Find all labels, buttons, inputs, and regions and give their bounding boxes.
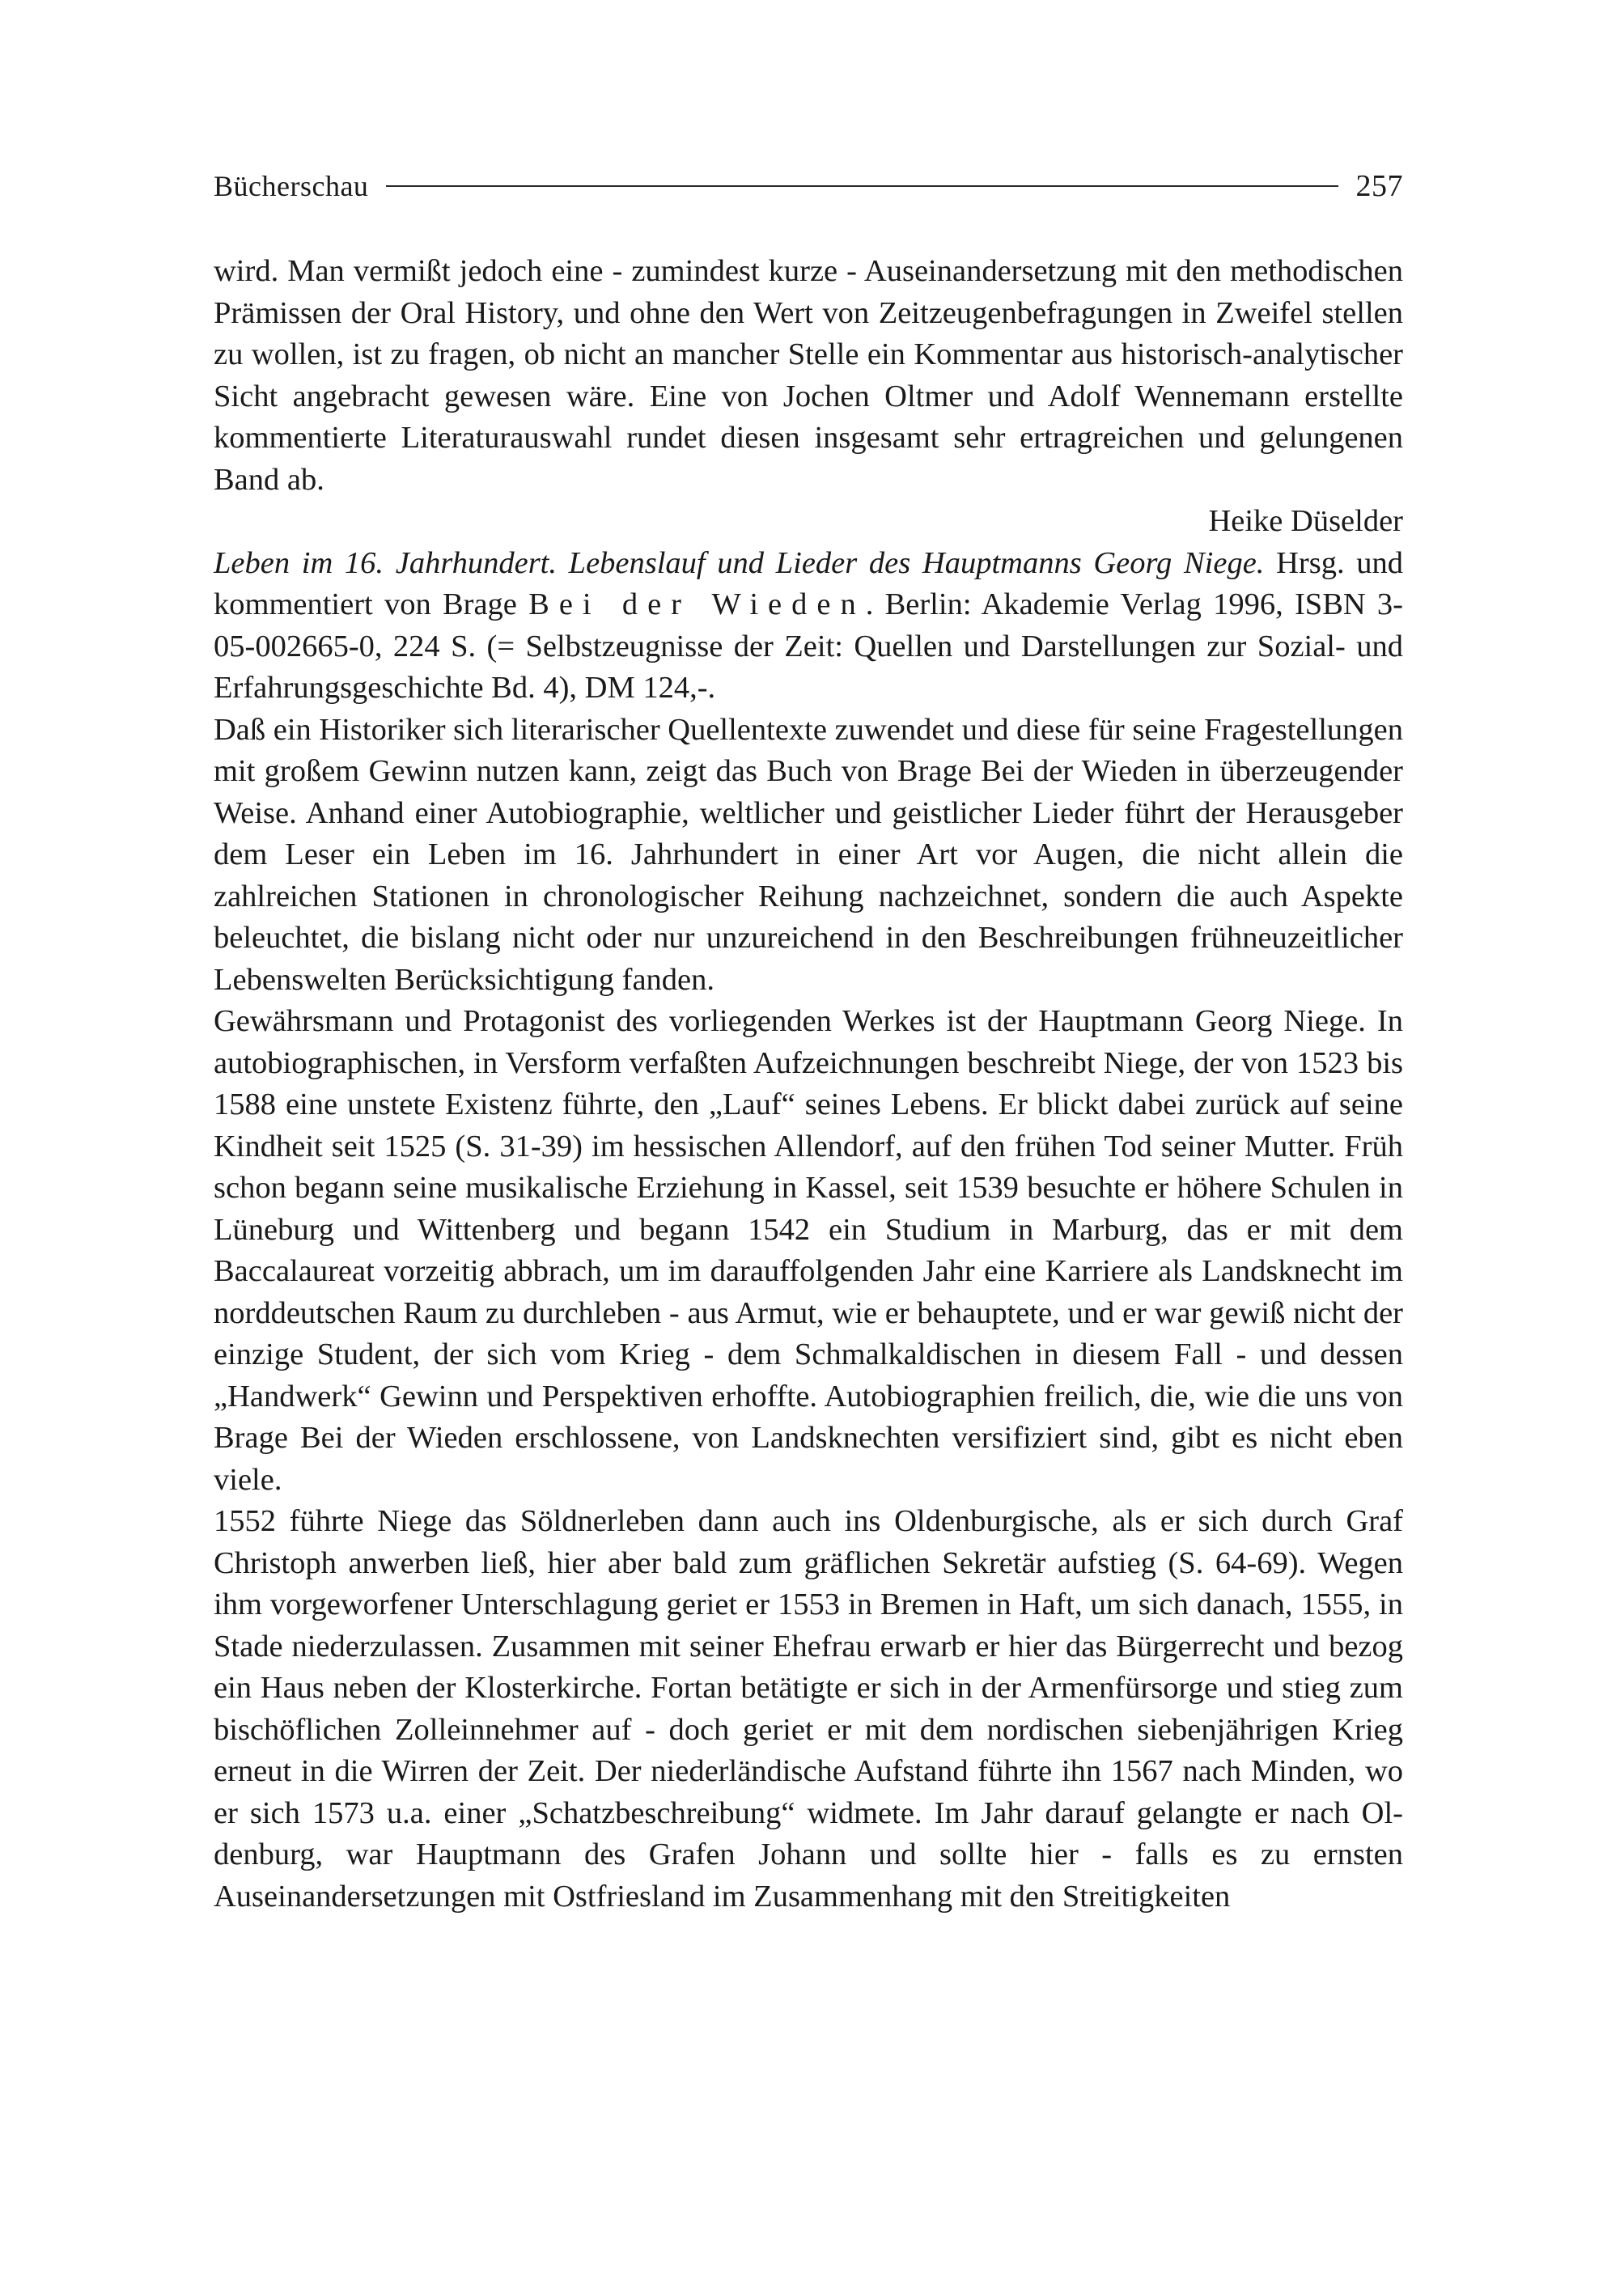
editor-prefix: Hrsg. und kommentiert von Brage: [214, 545, 1403, 621]
page-body: [214, 251, 1403, 1918]
review-paragraph: Daß ein Historiker sich literarischer Quellentexte zuwendet und diese für seine Fragestellungen mit großem Gewinn nutzen kann, zeigt das Buch von Brage Bei der Wieden in überzeugender Weise. Anhand einer Autobiographie, weltlicher und geistlicher Lieder führt der Herausgeber dem Leser ein Leben im 16. Jahrhundert in einer Art vor Augen, die nicht allein die zahlreichen Stationen in chronologischer Reihung nachzeichnet, sondern die auch Aspekte beleuchtet, die bislang nicht oder nur unzureichend in den Beschreibungen frühneuzeitlicher Lebenswelten Berücksichtigung fanden.: [214, 712, 1403, 997]
publication-details: . Berlin: Akademie Verlag 1996, ISBN 3-05-002665-0, 224 S. (= Selbstzeugnisse der Zeit: Quellen und Darstellungen zur Sozial- und Erfahrungsgeschichte Bd. 4), DM 124,-.: [214, 587, 1403, 705]
review-paragraph: 1552 führte Niege das Söldnerleben dann auch ins Oldenburgische, als er sich durch Graf Christoph anwerben ließ, hier aber bald zum gräflichen Sekretär aufstieg (S. 64-69). Wegen ihm vorgeworfener Unterschlagung geriet er 1553 in Bremen in Haft, um sich danach, 1555, in Stade niederzulassen. Zusammen mit seiner Ehefrau erwarb er hier das Bürgerrecht und bezog ein Haus neben der Klosterkirche. Fortan betätigte er sich in der Armenfürsorge und stieg zum bischöflichen Zolleinnehmer auf - doch geriet er mit dem nordischen siebenjährigen Krieg erneut in die Wirren der Zeit. Der niederländische Aufstand führte ihn 1567 nach Minden, wo er sich 1573 u.a. einer „Schatzbeschreibung“ widmete. Im Jahr darauf gelangte er nach Oldenburg, war Hauptmann des Grafen Johann und sollte hier - falls es zu ernsten Auseinandersetzungen mit Ostfriesland im Zusammenhang mit den Streitigkeiten: [214, 1504, 1403, 1914]
review-paragraph: wird. Man vermißt jedoch eine - zumindest kurze - Auseinandersetzung mit den methodischen Prämissen der Oral History, und ohne den Wert von Zeitzeugenbefragungen in Zweifel stellen zu wollen, ist zu fragen, ob nicht an mancher Stelle ein Kommentar aus historisch-analytischer Sicht angebracht gewesen wäre. Eine von Jochen Oltmer und Adolf Wennemann erstellte kommentierte Literaturauswahl rundet diesen insgesamt sehr ertragreichen und gelungenen Band ab.: [214, 254, 1403, 497]
bibliographic-entry: [214, 543, 1403, 710]
review-paragraph: Gewährsmann und Protagonist des vorliegenden Werkes ist der Hauptmann Georg Niege. In autobiographischen, in Versform verfaßten Aufzeichnungen beschreibt Niege, der von 1523 bis 1588 eine unstete Existenz führte, den „Lauf“ seines Lebens. Er blickt dabei zurück auf seine Kindheit seit 1525 (S. 31-39) im hessischen Allendorf, auf den frühen Tod seiner Mutter. Früh schon begann seine musikalische Erziehung in Kassel, seit 1539 besuchte er höhere Schulen in Lüneburg und Wittenberg und begann 1542 ein Studium in Marburg, das er mit dem Baccalaureat vorzeitig abbrach, um im darauffolgenden Jahr eine Karriere als Landsknecht im norddeutschen Raum zu durchleben - aus Armut, wie er behauptete, und er war gewiß nicht der einzige Student, der sich vom Krieg - dem Schmalkaldischen in diesem Fall - und dessen „Handwerk“ Gewinn und Perspektiven erhoffte. Autobiographien freilich, die, wie die uns von Brage Bei der Wieden erschlossene, von Landsknechten versifiziert sind, gibt es nicht eben viele.: [214, 1004, 1403, 1497]
book-title: Leben im 16. Jahrhundert. Lebenslauf und Lieder des Hauptmanns Georg Niege.: [214, 545, 1265, 580]
header-rule: [386, 185, 1338, 187]
page-number: 257: [1355, 169, 1403, 203]
book-page: [214, 162, 1403, 1918]
review-author: Heike Düselder: [1208, 504, 1403, 538]
editor-name: Bei der Wieden: [528, 587, 866, 621]
section-title: Bücherschau: [214, 170, 369, 202]
running-header: [214, 162, 1403, 210]
